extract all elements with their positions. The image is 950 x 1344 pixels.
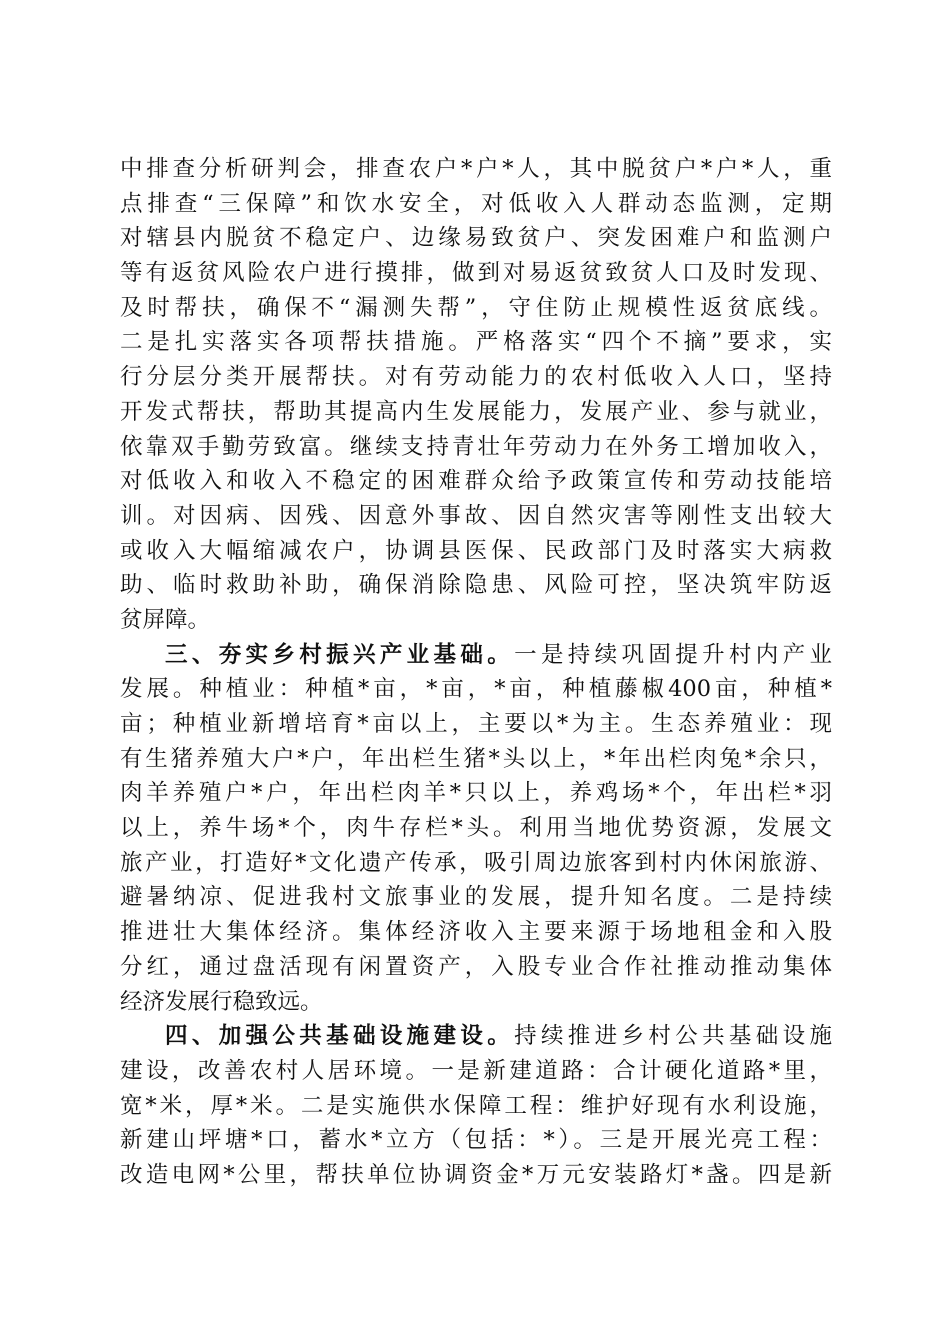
section-heading: 三、夯实乡村振兴产业基础。 bbox=[165, 641, 515, 668]
text-line: 点排查“三保障”和饮水安全，对低收入人群动态监测，定期 bbox=[120, 190, 832, 217]
text-line: 贫屏障。 bbox=[120, 606, 211, 633]
section-heading-line bbox=[120, 1019, 832, 1054]
text-line: 推进壮大集体经济。集体经济收入主要来源于场地租金和入股 bbox=[120, 919, 832, 946]
section-heading-text: 一是持续巩固提升村内产业 bbox=[514, 641, 832, 668]
text-line: 及时帮扶，确保不“漏测失帮”，守住防止规模性返贫底线。 bbox=[120, 294, 832, 321]
text-line: 依靠双手勤劳致富。继续支持青壮年劳动力在外务工增加收入， bbox=[120, 433, 832, 460]
text-line: 旅产业，打造好*文化遗产传承，吸引周边旅客到村内休闲旅游、 bbox=[120, 849, 832, 876]
text-line: 开发式帮扶，帮助其提高内生发展能力，发展产业、参与就业， bbox=[120, 398, 832, 425]
text-line: 肉羊养殖户*户，年出栏肉羊*只以上，养鸡场*个，年出栏*羽 bbox=[120, 780, 832, 807]
text-line: 对辖县内脱贫不稳定户、边缘易致贫户、突发困难户和监测户 bbox=[120, 225, 832, 252]
section-heading-line bbox=[120, 638, 832, 673]
text-line: 避暑纳凉、促进我村文旅事业的发展，提升知名度。二是持续 bbox=[120, 884, 832, 911]
section-heading-text: 持续推进乡村公共基础设施 bbox=[514, 1023, 832, 1050]
text-line: 助、临时救助补助，确保消除隐患、风险可控，坚决筑牢防返 bbox=[120, 572, 832, 599]
text-line: 等有返贫风险农户进行摸排，做到对易返贫致贫人口及时发现、 bbox=[120, 260, 832, 287]
text-line: 训。对因病、因残、因意外事故、因自然灾害等刚性支出较大 bbox=[120, 502, 832, 529]
text-line: 宽*米，厚*米。二是实施供水保障工程：维护好现有水利设施， bbox=[120, 1092, 832, 1119]
section-heading: 四、加强公共基础设施建设。 bbox=[165, 1023, 515, 1050]
text-line: 行分层分类开展帮扶。对有劳动能力的农村低收入人口，坚持 bbox=[120, 364, 832, 391]
text-line: 新建山坪塘*口，蓄水*立方（包括：*）。三是开展光亮工程： bbox=[120, 1127, 832, 1154]
text-line: 建设，改善农村人居环境。一是新建道路：合计硬化道路*里， bbox=[120, 1057, 832, 1084]
text-line: 或收入大幅缩减农户，协调县医保、民政部门及时落实大病救 bbox=[120, 537, 832, 564]
text-line: 二是扎实落实各项帮扶措施。严格落实“四个不摘”要求，实 bbox=[120, 329, 832, 356]
text-line: 分红，通过盘活现有闲置资产，入股专业合作社推动推动集体 bbox=[120, 953, 832, 980]
text-line: 对低收入和收入不稳定的困难群众给予政策宣传和劳动技能培 bbox=[120, 468, 832, 495]
text-line: 有生猪养殖大户*户，年出栏生猪*头以上，*年出栏肉兔*余只， bbox=[120, 745, 832, 772]
text-line: 经济发展行稳致远。 bbox=[120, 988, 323, 1015]
text-line: 发展。种植业：种植*亩，*亩，*亩，种植藤椒400亩，种植* bbox=[120, 676, 832, 703]
text-line: 改造电网*公里，帮扶单位协调资金*万元安装路灯*盏。四是新 bbox=[120, 1161, 832, 1188]
text-line: 以上，养牛场*个，肉牛存栏*头。利用当地优势资源，发展文 bbox=[120, 815, 832, 842]
text-line: 亩；种植业新增培育*亩以上，主要以*为主。生态养殖业：现 bbox=[120, 711, 832, 737]
text-line: 中排查分析研判会，排查农户*户*人，其中脱贫户*户*人，重 bbox=[120, 156, 832, 182]
document-body bbox=[120, 152, 832, 1193]
